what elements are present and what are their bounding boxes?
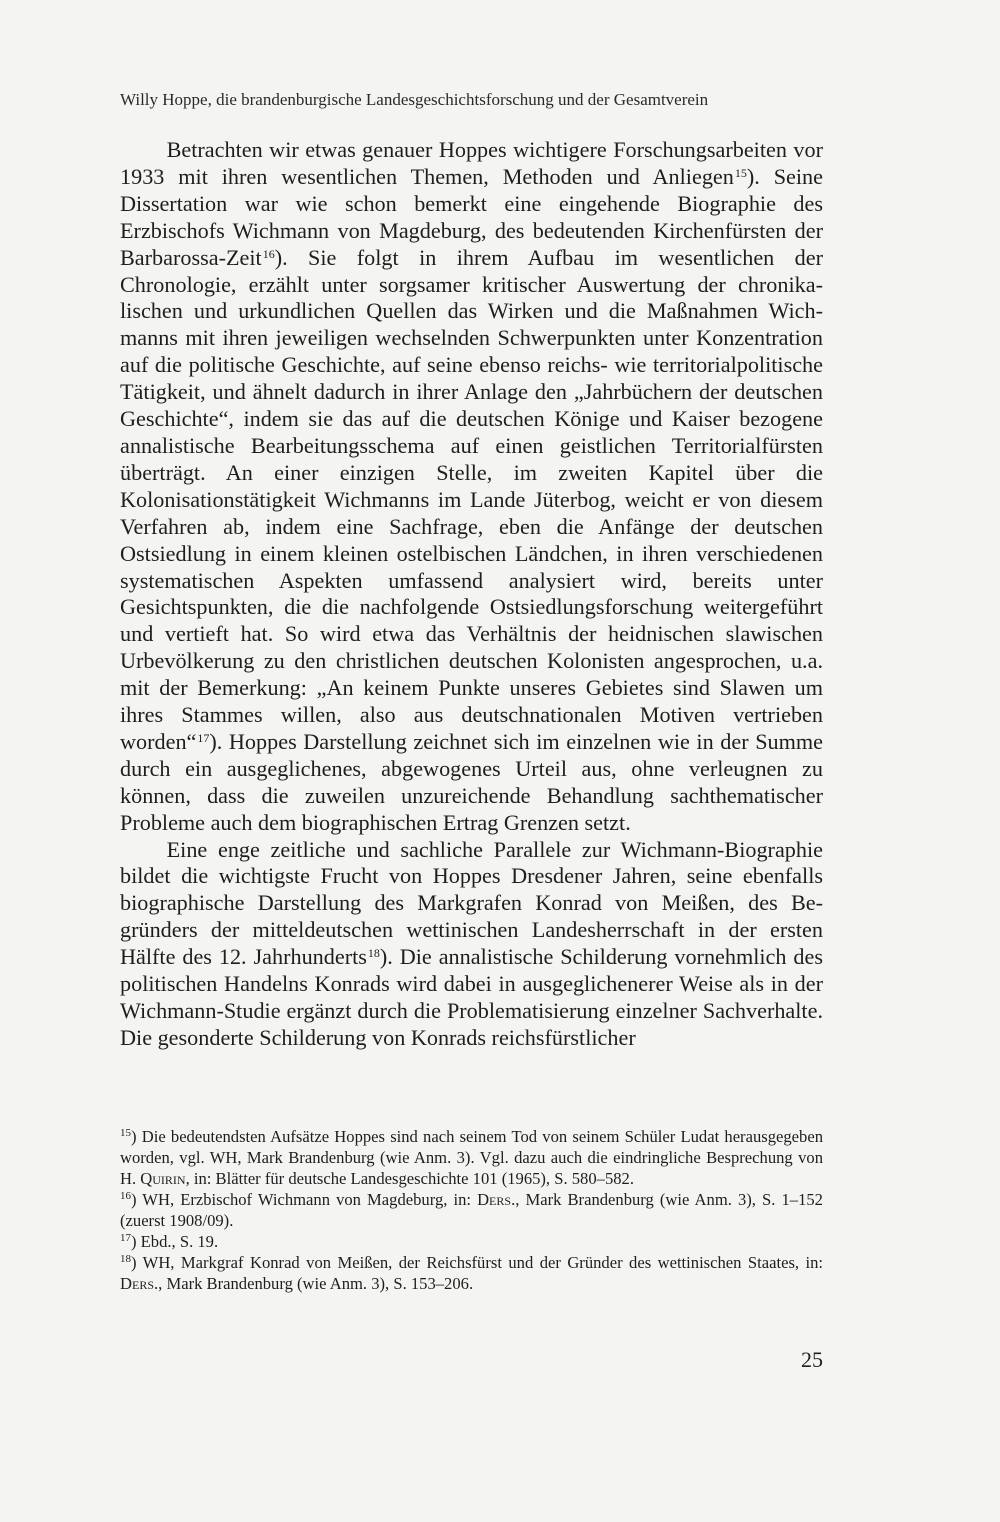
body-text (120, 137, 823, 1052)
paragraph-1 (120, 137, 823, 837)
footnote-15 (120, 1126, 823, 1189)
paragraph-1-text-4: ). Hoppes Darstellung zeichnet sich im einzelnen wie in der Summe durch ein ausgeglichenes, abgewogenes Urteil aus, ohne verleugnen zu können, dass die zuweilen unzureichende Behandlung sachthematischer Probleme auch dem biographischen Ertrag Grenzen setzt. (120, 728, 823, 835)
footnote-text: ) Die bedeutendsten Aufsätze Hoppes sind nach seinem Tod von seinem Schüler Ludat herausgegeben worden, vgl. WH, Mark Brandenburg (wie Anm. 3). Vgl. dazu auch die eindringliche Besprechung von H. (120, 1127, 823, 1188)
footnote-text: ) WH, Erzbischof Wichmann von Magdeburg, in: (131, 1190, 478, 1209)
paragraph-2-text-1: Eine enge zeitliche und sachliche Parallele zur Wichmann-Biographie bildet die wichtigste Frucht von Hoppes Dresdener Jahren, seine ebenfalls biographische Darstellung des Markgrafen Konrad von Meißen, des Begründers der mitteldeutschen wettinischen Landesherrschaft in der ersten Hälfte des 12. Jahrhunderts (120, 836, 823, 970)
running-header: Willy Hoppe, die brandenburgische Landesgeschichtsforschung und der Gesamtverein (120, 90, 709, 109)
footnote-number: 15 (120, 1127, 131, 1139)
author-name-small-caps: Ders (120, 1274, 154, 1293)
paragraph-1-text-2: ). Seine Dissertation war wie schon bemerkt eine eingehende Biographie des Erzbischofs Wichmann von Magdeburg, des bedeutenden Kirchenfürsten der Barbarossa-Zeit (120, 163, 823, 270)
paragraph-2-text-2: ). Die annalistische Schilderung vornehmlich des politischen Handelns Konrads wird dabei in ausgeglichenerer Weise als in der Wichmann-Studie ergänzt durch die Problematisierung einzelner Sachverhalte. Die gesonderte Schilderung von Konrads reichsfürstlicher (120, 944, 823, 1050)
footnote-17 (120, 1231, 823, 1252)
footnote-text: ., Mark Brandenburg (wie Anm. 3), S. 1–152 (zuerst 1908/09). (120, 1190, 823, 1230)
footnote-text: ., Mark Brandenburg (wie Anm. 3), S. 153–206. (154, 1274, 474, 1293)
footnote-number: 16 (120, 1190, 131, 1202)
paragraph-2 (120, 837, 823, 1052)
footnote-16 (120, 1189, 823, 1231)
footnote-ref-16[interactable]: 16 (262, 246, 275, 261)
page-number: 25 (801, 1347, 823, 1372)
footnotes (120, 1126, 823, 1294)
footnote-text: ) Ebd., S. 19. (131, 1232, 219, 1251)
author-name-small-caps: Quirin (140, 1169, 186, 1188)
footnote-ref-18[interactable]: 18 (367, 946, 380, 961)
footnote-18 (120, 1252, 823, 1294)
footnote-ref-17[interactable]: 17 (197, 730, 210, 745)
footnote-ref-15[interactable]: 15 (734, 165, 747, 180)
author-name-small-caps: Ders (477, 1190, 512, 1209)
footnote-text: , in: Blätter für deutsche Landesgeschichte 101 (1965), S. 580–582. (185, 1169, 634, 1188)
footnote-text: ) WH, Markgraf Konrad von Meißen, der Reichsfürst und der Gründer des wettinischen Staates, in: (131, 1253, 823, 1272)
footnote-number: 17 (120, 1232, 131, 1244)
footnote-number: 18 (120, 1253, 131, 1265)
paragraph-1-text-3: ). Sie folgt in ihrem Aufbau im wesentlichen der Chronologie, erzählt unter sorgsamer kritischer Auswertung der chronikalischen und urkundlichen Quellen das Wirken und die Maßnahmen Wichmanns mit ihren jeweiligen wechselnden Schwerpunkten unter Konzentration auf die politische Geschichte, auf seine ebenso reichs- wie territorialpolitische Tätigkeit, und ähnelt dadurch in ihrer Anlage den „Jahrbüchern der deutschen Geschichte“, indem sie das auf die deutschen Könige und Kaiser bezogene annalistische Bearbeitungsschema auf einen geistlichen Territorialfürsten überträgt. An einer einzigen Stelle, im zweiten Kapitel über die Kolonisationstätigkeit Wichmanns im Lande Jüterbog, weicht er von diesem Verfahren ab, indem eine Sachfrage, eben die Anfänge der deutschen Ostsiedlung in einem kleinen ostelbischen Ländchen, in ihren verschiedenen systematischen Aspekten umfassend analysiert wird, bereits unter Gesichtspunkten, die die nachfolgende Ostsiedlungsforschung weitergeführt und vertieft hat. So wird etwa das Verhältnis der heidnischen slawischen Urbevölkerung zu den christlichen deutschen Kolonisten angesprochen, u.a. mit der Bemerkung: „An keinem Punkte unseres Gebietes sind Slawen um ihres Stammes willen, also aus deutschnationalen Motiven vertrieben worden“ (120, 244, 823, 754)
paragraph-1-text-1: Betrachten wir etwas genauer Hoppes wichtigere Forschungsarbeiten vor 1933 mit ihren wesentlichen Themen, Methoden und Anliegen (120, 137, 823, 189)
